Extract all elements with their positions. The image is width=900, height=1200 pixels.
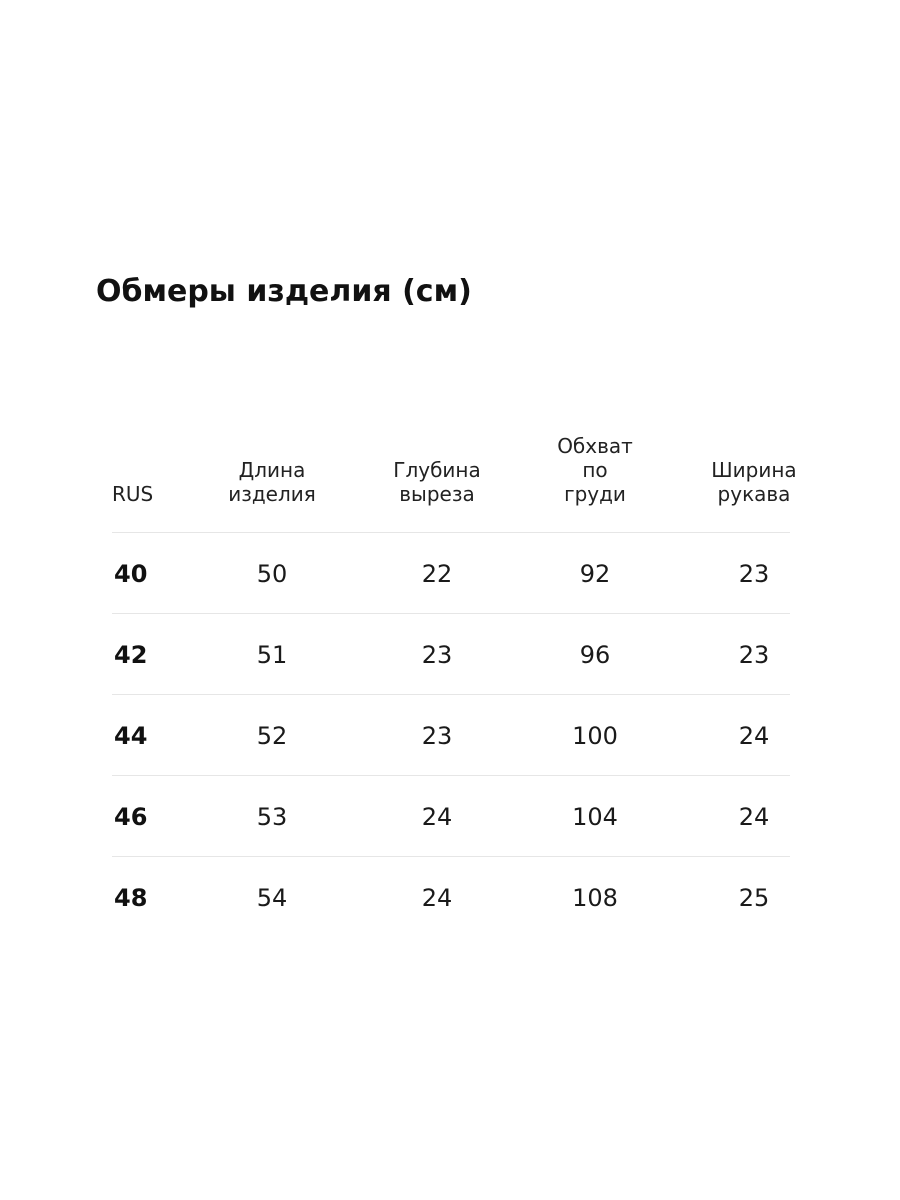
length-cell: 54 xyxy=(256,884,288,912)
size-cell: 46 xyxy=(114,803,148,831)
chest-cell: 100 xyxy=(572,722,618,750)
size-cell: 48 xyxy=(114,884,148,912)
header-rus: RUS xyxy=(112,482,154,506)
length-cell: 50 xyxy=(256,560,288,588)
length-cell: 51 xyxy=(256,641,288,669)
table-header-row xyxy=(112,428,797,532)
length-cell: 52 xyxy=(256,722,288,750)
header-length: Длина изделия xyxy=(228,458,316,506)
sleeve-width-cell: 24 xyxy=(738,722,770,750)
neck-depth-cell: 24 xyxy=(421,884,453,912)
size-cell: 44 xyxy=(114,722,148,750)
chest-cell: 92 xyxy=(579,560,611,588)
sleeve-width-cell: 23 xyxy=(738,641,770,669)
chest-cell: 104 xyxy=(572,803,618,831)
length-cell: 53 xyxy=(256,803,288,831)
header-neck-depth: Глубина выреза xyxy=(393,458,481,506)
header-chest: Обхват по груди xyxy=(557,434,633,506)
header-sleeve-width: Ширина рукава xyxy=(711,458,797,506)
neck-depth-cell: 24 xyxy=(421,803,453,831)
sleeve-width-cell: 24 xyxy=(738,803,770,831)
size-cell: 42 xyxy=(114,641,148,669)
sleeve-width-cell: 23 xyxy=(738,560,770,588)
neck-depth-cell: 23 xyxy=(421,641,453,669)
table-row xyxy=(112,775,790,856)
table-row xyxy=(112,613,790,694)
size-table xyxy=(112,428,797,937)
neck-depth-cell: 23 xyxy=(421,722,453,750)
chest-cell: 96 xyxy=(579,641,611,669)
table-row xyxy=(112,694,790,775)
page-title: Обмеры изделия (см) xyxy=(96,274,472,309)
table-row xyxy=(112,532,790,613)
chest-cell: 108 xyxy=(572,884,618,912)
size-cell: 40 xyxy=(114,560,148,588)
sleeve-width-cell: 25 xyxy=(738,884,770,912)
table-row xyxy=(112,856,790,937)
neck-depth-cell: 22 xyxy=(421,560,453,588)
